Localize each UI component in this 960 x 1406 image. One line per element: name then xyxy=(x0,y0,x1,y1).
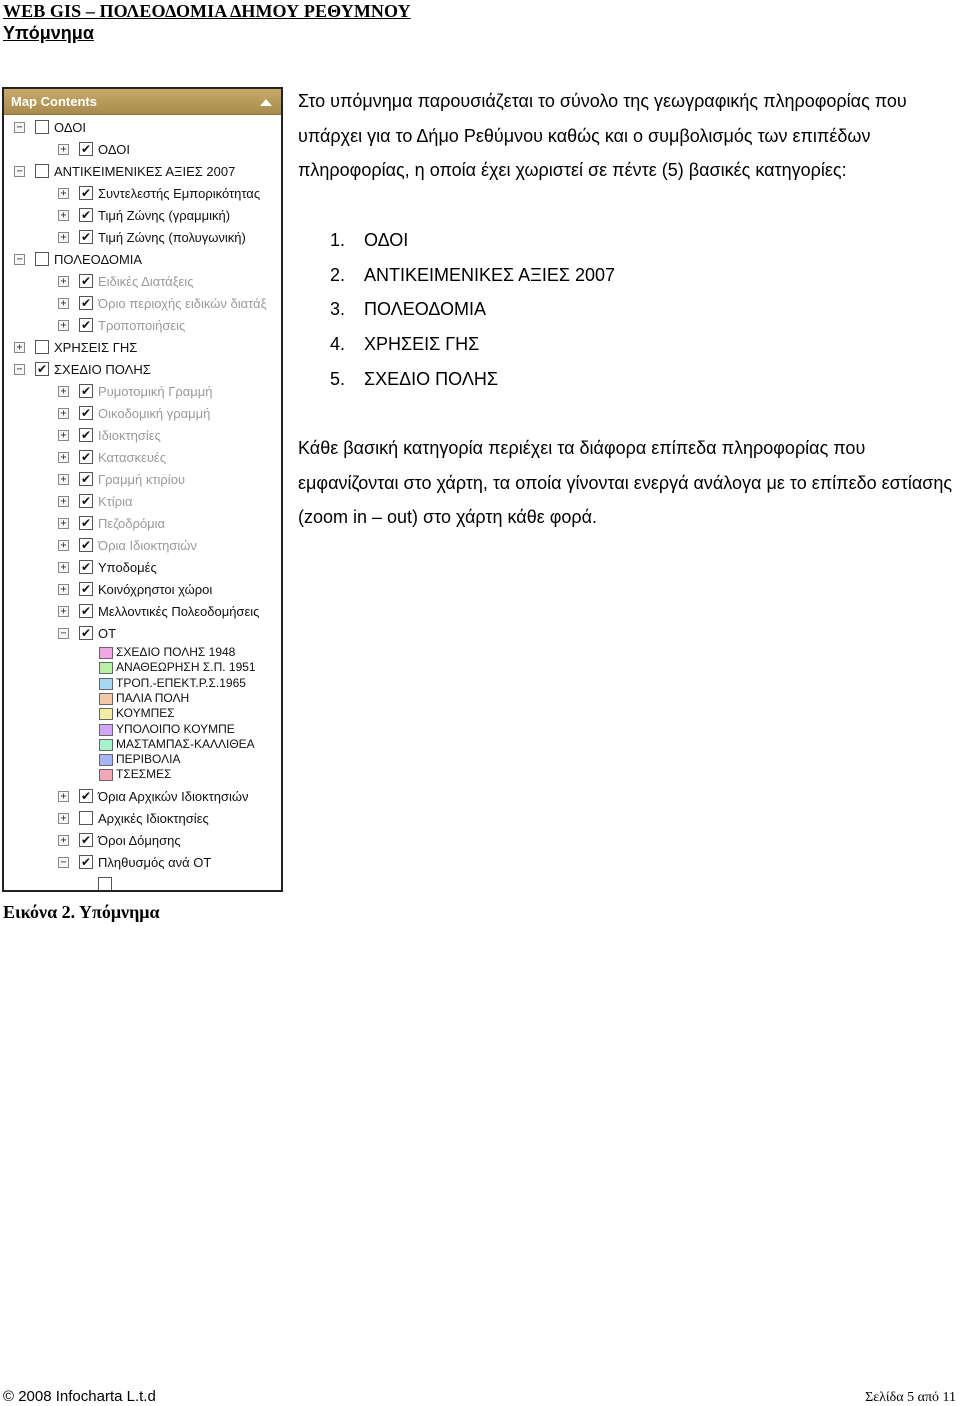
layer-checkbox[interactable]: ✔ xyxy=(80,318,92,332)
document-header xyxy=(3,0,411,44)
list-label: ΠΟΛΕΟΔΟΜΙΑ xyxy=(364,299,486,320)
layer-row[interactable] xyxy=(4,383,283,401)
layer-label: Κτίρια xyxy=(98,494,133,509)
layer-row[interactable] xyxy=(4,141,283,159)
expand-icon[interactable]: + xyxy=(58,386,69,397)
collapse-icon[interactable]: − xyxy=(58,857,69,868)
layer-row[interactable] xyxy=(4,559,283,577)
layer-label: ΑΝΤΙΚΕΙΜΕΝΙΚΕΣ ΑΞΙΕΣ 2007 xyxy=(54,164,236,179)
layer-label: Όρια Αρχικών Ιδιοκτησιών xyxy=(98,788,249,804)
layer-label: Τιμή Ζώνης (γραμμική) xyxy=(98,208,231,223)
category-list-item xyxy=(330,362,615,397)
expand-icon[interactable]: + xyxy=(58,496,69,507)
expand-icon[interactable]: + xyxy=(58,430,69,441)
layer-checkbox[interactable] xyxy=(35,120,49,134)
layer-label: Συντελεστής Εμπορικότητας xyxy=(98,186,261,201)
expand-icon[interactable]: + xyxy=(58,474,69,485)
legend-item xyxy=(4,706,283,721)
layer-checkbox[interactable]: ✔ xyxy=(80,538,92,552)
figure-caption: Εικόνα 2. Υπόμνημα xyxy=(3,902,160,922)
layer-label: Όριο περιοχής ειδικών διατάξ xyxy=(98,296,267,311)
expand-icon[interactable]: + xyxy=(58,276,69,287)
layer-checkbox[interactable]: ✔ xyxy=(80,186,92,200)
expand-icon[interactable]: + xyxy=(58,144,69,155)
legend-label: ΜΑΣΤΑΜΠΑΣ-ΚΑΛΛΙΘΕΑ xyxy=(116,736,255,751)
collapse-icon[interactable]: − xyxy=(14,364,25,375)
layer-label: Πεζοδρόμια xyxy=(98,516,166,531)
collapse-icon[interactable]: − xyxy=(58,628,69,639)
layer-label: Τιμή Ζώνης (πολυγωνική) xyxy=(98,230,246,245)
list-label: ΧΡΗΣΕΙΣ ΓΗΣ xyxy=(364,334,480,355)
layer-label: ΟΔΟΙ xyxy=(54,120,86,135)
legend-swatch xyxy=(99,724,113,736)
expand-icon[interactable]: + xyxy=(58,562,69,573)
legend-swatch xyxy=(99,739,113,751)
layer-row[interactable] xyxy=(4,361,283,379)
expand-icon[interactable]: + xyxy=(58,835,69,846)
layer-checkbox[interactable] xyxy=(35,164,49,178)
layer-row[interactable] xyxy=(4,317,283,335)
legend-label: ΚΟΥΜΠΕΣ xyxy=(116,706,175,721)
layer-row[interactable] xyxy=(4,537,283,555)
legend-label: ΠΕΡΙΒΟΛΙΑ xyxy=(116,752,181,767)
legend-label: ΥΠΟΛΟΙΠΟ ΚΟΥΜΠΕ xyxy=(116,721,235,736)
layer-label: Γραμμή κτιρίου xyxy=(98,472,186,487)
category-list-item xyxy=(330,292,615,327)
description-paragraph: Κάθε βασική κατηγορία περιέχει τα διάφορα επίπεδα πληροφορίας που εμφανίζονται στο χάρτη, τα οποία γίνονται ενεργά ανάλογα με το επίπεδο εστίασης (zoom in – out) στο χάρτη κάθε φορά. xyxy=(298,438,953,528)
layer-checkbox[interactable]: ✔ xyxy=(80,384,92,398)
layer-row[interactable] xyxy=(4,295,283,313)
layer-row[interactable] xyxy=(4,427,283,445)
expand-icon[interactable]: + xyxy=(58,452,69,463)
legend-item xyxy=(4,737,283,752)
layer-row[interactable] xyxy=(4,163,283,181)
list-number: 2. xyxy=(330,264,346,285)
layer-checkbox[interactable]: ✔ xyxy=(80,560,92,574)
layer-checkbox[interactable]: ✔ xyxy=(80,582,92,596)
legend-item xyxy=(4,660,283,675)
layer-row[interactable] xyxy=(4,185,283,203)
layer-checkbox[interactable]: ✔ xyxy=(80,788,92,803)
layer-row[interactable] xyxy=(4,493,283,511)
layer-label: Ρυμοτομική Γραμμή xyxy=(98,384,213,399)
legend-swatch xyxy=(99,662,113,674)
layer-label: Ειδικές Διατάξεις xyxy=(98,274,194,289)
layer-checkbox[interactable]: ✔ xyxy=(80,428,92,442)
list-number: 5. xyxy=(330,368,346,389)
expand-icon[interactable]: + xyxy=(58,606,69,617)
legend-label: ΑΝΑΘΕΩΡΗΣΗ Σ.Π. 1951 xyxy=(116,660,256,675)
layer-row[interactable] xyxy=(4,449,283,467)
empty-checkbox[interactable] xyxy=(98,877,112,891)
layer-row[interactable] xyxy=(4,788,283,806)
legend-label: ΣΧΕΔΙΟ ΠΟΛΗΣ 1948 xyxy=(116,645,236,659)
collapse-icon[interactable]: − xyxy=(14,254,25,265)
layer-label: ΧΡΗΣΕΙΣ ΓΗΣ xyxy=(54,340,138,355)
expand-icon[interactable]: + xyxy=(58,298,69,309)
layer-label: Κατασκευές xyxy=(98,450,166,465)
layer-checkbox[interactable]: ✔ xyxy=(80,230,92,244)
expand-icon[interactable]: + xyxy=(58,813,69,824)
layer-label: Όροι Δόμησης xyxy=(98,832,181,848)
layer-row[interactable] xyxy=(4,339,283,357)
layer-checkbox[interactable]: ✔ xyxy=(80,406,92,420)
layer-row[interactable] xyxy=(4,603,283,621)
layer-checkbox[interactable]: ✔ xyxy=(80,626,92,640)
layer-label: Όρια Ιδιοκτησιών xyxy=(98,538,197,553)
panel-title: Map Contents xyxy=(11,94,97,109)
category-list-item xyxy=(330,223,615,258)
legend-item xyxy=(4,645,283,660)
list-label: ΑΝΤΙΚΕΙΜΕΝΙΚΕΣ ΑΞΙΕΣ 2007 xyxy=(364,264,616,285)
list-number: 4. xyxy=(330,334,346,355)
footer-page-number: Σελίδα 5 από 11 xyxy=(865,1390,956,1405)
layer-row[interactable] xyxy=(4,119,283,137)
layer-checkbox[interactable]: ✔ xyxy=(80,208,92,222)
layer-label: ΟΔΟΙ xyxy=(98,142,130,157)
legend-label: ΤΣΕΣΜΕΣ xyxy=(116,767,172,782)
legend-swatch xyxy=(99,769,113,781)
panel-titlebar xyxy=(4,89,281,115)
expand-icon[interactable]: + xyxy=(58,791,69,802)
layer-row[interactable] xyxy=(4,810,283,828)
legend-item xyxy=(4,722,283,737)
layer-checkbox[interactable]: ✔ xyxy=(36,362,48,376)
layer-row[interactable] xyxy=(4,515,283,533)
layer-row[interactable] xyxy=(4,854,283,872)
legend-item xyxy=(4,676,283,691)
legend-item xyxy=(4,691,283,706)
layer-label: ΣΧΕΔΙΟ ΠΟΛΗΣ xyxy=(54,362,151,377)
document-title: WEB GIS – ΠΟΛΕΟΔΟΜΙΑ ΔΗΜΟΥ ΡΕΘΥΜΝΟΥ xyxy=(3,1,411,21)
layer-checkbox[interactable] xyxy=(35,252,49,266)
expand-icon[interactable]: + xyxy=(58,232,69,243)
intro-paragraph: Στο υπόμνημα παρουσιάζεται το σύνολο της γεωγραφικής πληροφορίας που υπάρχει για το Δήμο Ρεθύμνου καθώς και ο συμβολισμός των επιπέδων πληροφορίας, η οποία έχει χωριστεί σε πέντε (5) βασικές κατηγορίες: xyxy=(298,91,907,181)
category-list-item xyxy=(330,327,615,362)
list-number: 1. xyxy=(330,230,346,250)
list-label: ΟΔΟΙ xyxy=(364,230,409,250)
legend-label: ΤΡΟΠ.-ΕΠΕΚΤ.Ρ.Σ.1965 xyxy=(116,675,246,690)
expand-icon[interactable]: + xyxy=(58,408,69,419)
section-title: Υπόμνημα xyxy=(3,23,94,43)
layer-checkbox[interactable]: ✔ xyxy=(80,832,92,847)
legend-swatch xyxy=(99,708,113,720)
legend-swatch xyxy=(99,754,113,766)
collapse-icon[interactable]: − xyxy=(14,122,25,133)
legend-item xyxy=(4,767,283,782)
layer-row[interactable] xyxy=(4,581,283,599)
layer-row[interactable] xyxy=(4,625,283,643)
list-number: 3. xyxy=(330,299,346,320)
list-label: ΣΧΕΔΙΟ ΠΟΛΗΣ xyxy=(364,368,498,389)
layer-checkbox[interactable]: ✔ xyxy=(80,296,92,310)
layer-checkbox[interactable]: ✔ xyxy=(80,854,92,869)
expand-icon[interactable]: + xyxy=(58,188,69,199)
layer-row[interactable] xyxy=(4,832,283,850)
layer-checkbox[interactable] xyxy=(35,340,49,354)
legend-swatch xyxy=(99,647,113,659)
layer-row[interactable] xyxy=(4,405,283,423)
category-list-item xyxy=(330,258,615,293)
expand-icon[interactable]: + xyxy=(58,320,69,331)
layer-checkbox[interactable]: ✔ xyxy=(80,450,92,464)
layer-row[interactable] xyxy=(4,273,283,291)
layer-label: Ιδιοκτησίες xyxy=(98,428,161,443)
layer-label: Μελλοντικές Πολεοδομήσεις xyxy=(98,604,260,619)
layer-checkbox[interactable]: ✔ xyxy=(80,494,92,508)
legend-swatch xyxy=(99,693,113,705)
legend-swatch xyxy=(99,678,113,690)
layer-row[interactable] xyxy=(4,251,283,269)
layer-label: ΠΟΛΕΟΔΟΜΙΑ xyxy=(54,252,143,267)
layer-checkbox[interactable]: ✔ xyxy=(80,516,92,530)
layer-row[interactable] xyxy=(4,229,283,247)
legend-item xyxy=(4,752,283,767)
collapse-arrow-icon[interactable] xyxy=(260,99,272,106)
layer-row[interactable] xyxy=(4,207,283,225)
expand-icon[interactable]: + xyxy=(58,518,69,529)
expand-icon[interactable]: + xyxy=(58,540,69,551)
collapse-icon[interactable]: − xyxy=(14,166,25,177)
layer-label: Κοινόχρηστοι χώροι xyxy=(98,582,213,597)
layer-checkbox[interactable]: ✔ xyxy=(80,274,92,288)
layer-row[interactable] xyxy=(4,471,283,489)
expand-icon[interactable]: + xyxy=(58,584,69,595)
layer-label: ΟΤ xyxy=(98,626,117,641)
footer-copyright: © 2008 Infocharta L.t.d xyxy=(3,1388,156,1405)
layer-label: Υποδομές xyxy=(98,560,157,575)
expand-icon[interactable]: + xyxy=(58,210,69,221)
layer-checkbox[interactable] xyxy=(79,811,93,825)
layer-label: Αρχικές Ιδιοκτησίες xyxy=(98,810,209,826)
layer-checkbox[interactable]: ✔ xyxy=(80,604,92,618)
layer-label: Τροποποιήσεις xyxy=(98,318,186,333)
category-list xyxy=(330,223,615,397)
legend-label: ΠΑΛΙΑ ΠΟΛΗ xyxy=(116,690,190,705)
layer-label: Οικοδομική γραμμή xyxy=(98,406,211,421)
expand-icon[interactable]: + xyxy=(14,342,25,353)
layer-checkbox[interactable]: ✔ xyxy=(80,472,92,486)
map-contents-panel xyxy=(2,87,283,892)
layer-checkbox[interactable]: ✔ xyxy=(80,142,92,156)
layer-label: Πληθυσμός ανά ΟΤ xyxy=(98,854,212,870)
